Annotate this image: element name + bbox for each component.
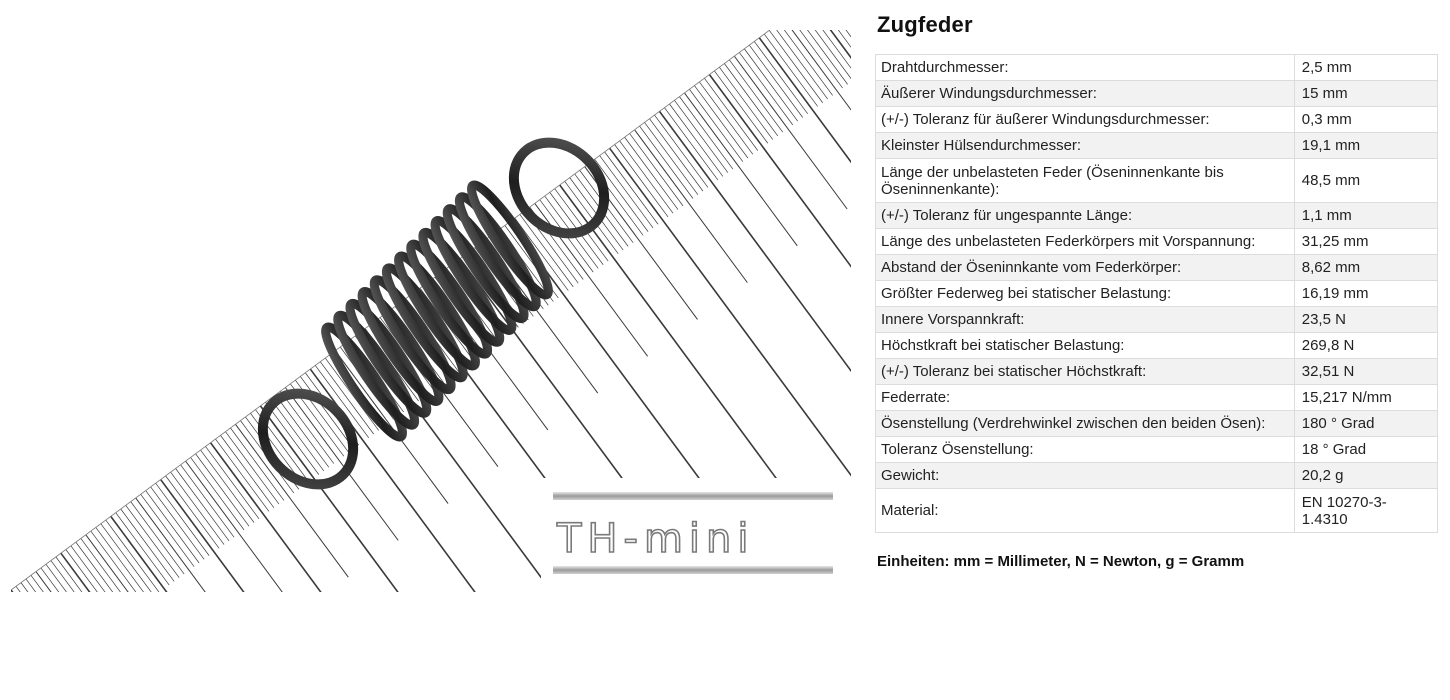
spec-label: Federrate: bbox=[876, 385, 1295, 411]
spec-label: Äußerer Windungsdurchmesser: bbox=[876, 81, 1295, 107]
spec-value: EN 10270-3-1.4310 bbox=[1294, 489, 1437, 533]
spec-row bbox=[876, 281, 1438, 307]
spec-row bbox=[876, 255, 1438, 281]
spec-row bbox=[876, 359, 1438, 385]
spec-label: Höchstkraft bei statischer Belastung: bbox=[876, 333, 1295, 359]
spec-value: 2,5 mm bbox=[1294, 55, 1437, 81]
brand-logo-text: TH-mini bbox=[557, 516, 755, 562]
spec-value: 32,51 N bbox=[1294, 359, 1437, 385]
spec-row bbox=[876, 107, 1438, 133]
spec-row bbox=[876, 463, 1438, 489]
spec-panel bbox=[877, 10, 1439, 570]
spec-value: 19,1 mm bbox=[1294, 133, 1437, 159]
spec-label: Gewicht: bbox=[876, 463, 1295, 489]
spec-value: 16,19 mm bbox=[1294, 281, 1437, 307]
spec-label: (+/-) Toleranz bei statischer Höchstkraft: bbox=[876, 359, 1295, 385]
spec-row bbox=[876, 307, 1438, 333]
spec-row bbox=[876, 133, 1438, 159]
spec-label: Abstand der Öseninnkante vom Federkörper: bbox=[876, 255, 1295, 281]
spec-label: Kleinster Hülsendurchmesser: bbox=[876, 133, 1295, 159]
spec-value: 8,62 mm bbox=[1294, 255, 1437, 281]
spec-value: 48,5 mm bbox=[1294, 159, 1437, 203]
spec-value: 15,217 N/mm bbox=[1294, 385, 1437, 411]
spec-label: Drahtdurchmesser: bbox=[876, 55, 1295, 81]
spec-row bbox=[876, 333, 1438, 359]
spec-value: 15 mm bbox=[1294, 81, 1437, 107]
spec-label: Länge des unbelasteten Federkörpers mit Vorspannung: bbox=[876, 229, 1295, 255]
spec-label: Ösenstellung (Verdrehwinkel zwischen den beiden Ösen): bbox=[876, 411, 1295, 437]
spec-row bbox=[876, 411, 1438, 437]
spec-label: Innere Vorspannkraft: bbox=[876, 307, 1295, 333]
spec-value: 31,25 mm bbox=[1294, 229, 1437, 255]
spec-label: Länge der unbelasteten Feder (Öseninnenkante bis Öseninnenkante): bbox=[876, 159, 1295, 203]
spec-row bbox=[876, 437, 1438, 463]
spec-value: 269,8 N bbox=[1294, 333, 1437, 359]
spec-row bbox=[876, 203, 1438, 229]
product-image[interactable] bbox=[11, 30, 851, 592]
spec-label: (+/-) Toleranz für äußerer Windungsdurchmesser: bbox=[876, 107, 1295, 133]
spec-value: 0,3 mm bbox=[1294, 107, 1437, 133]
spec-label: Material: bbox=[876, 489, 1295, 533]
spec-table bbox=[875, 54, 1438, 533]
spec-value: 1,1 mm bbox=[1294, 203, 1437, 229]
spec-value: 23,5 N bbox=[1294, 307, 1437, 333]
units-legend: Einheiten: mm = Millimeter, N = Newton, g = Gramm bbox=[877, 553, 1245, 570]
spec-value: 18 ° Grad bbox=[1294, 437, 1437, 463]
spec-row bbox=[876, 55, 1438, 81]
spec-row bbox=[876, 229, 1438, 255]
spec-row bbox=[876, 385, 1438, 411]
spec-row bbox=[876, 81, 1438, 107]
spec-row bbox=[876, 159, 1438, 203]
spring-photo-graphic bbox=[11, 30, 851, 592]
spec-value: 180 ° Grad bbox=[1294, 411, 1437, 437]
spec-label: Toleranz Ösenstellung: bbox=[876, 437, 1295, 463]
spec-value: 20,2 g bbox=[1294, 463, 1437, 489]
page-title: Zugfeder bbox=[877, 12, 973, 37]
spec-row bbox=[876, 489, 1438, 533]
spec-label: Größter Federweg bei statischer Belastung: bbox=[876, 281, 1295, 307]
spec-label: (+/-) Toleranz für ungespannte Länge: bbox=[876, 203, 1295, 229]
